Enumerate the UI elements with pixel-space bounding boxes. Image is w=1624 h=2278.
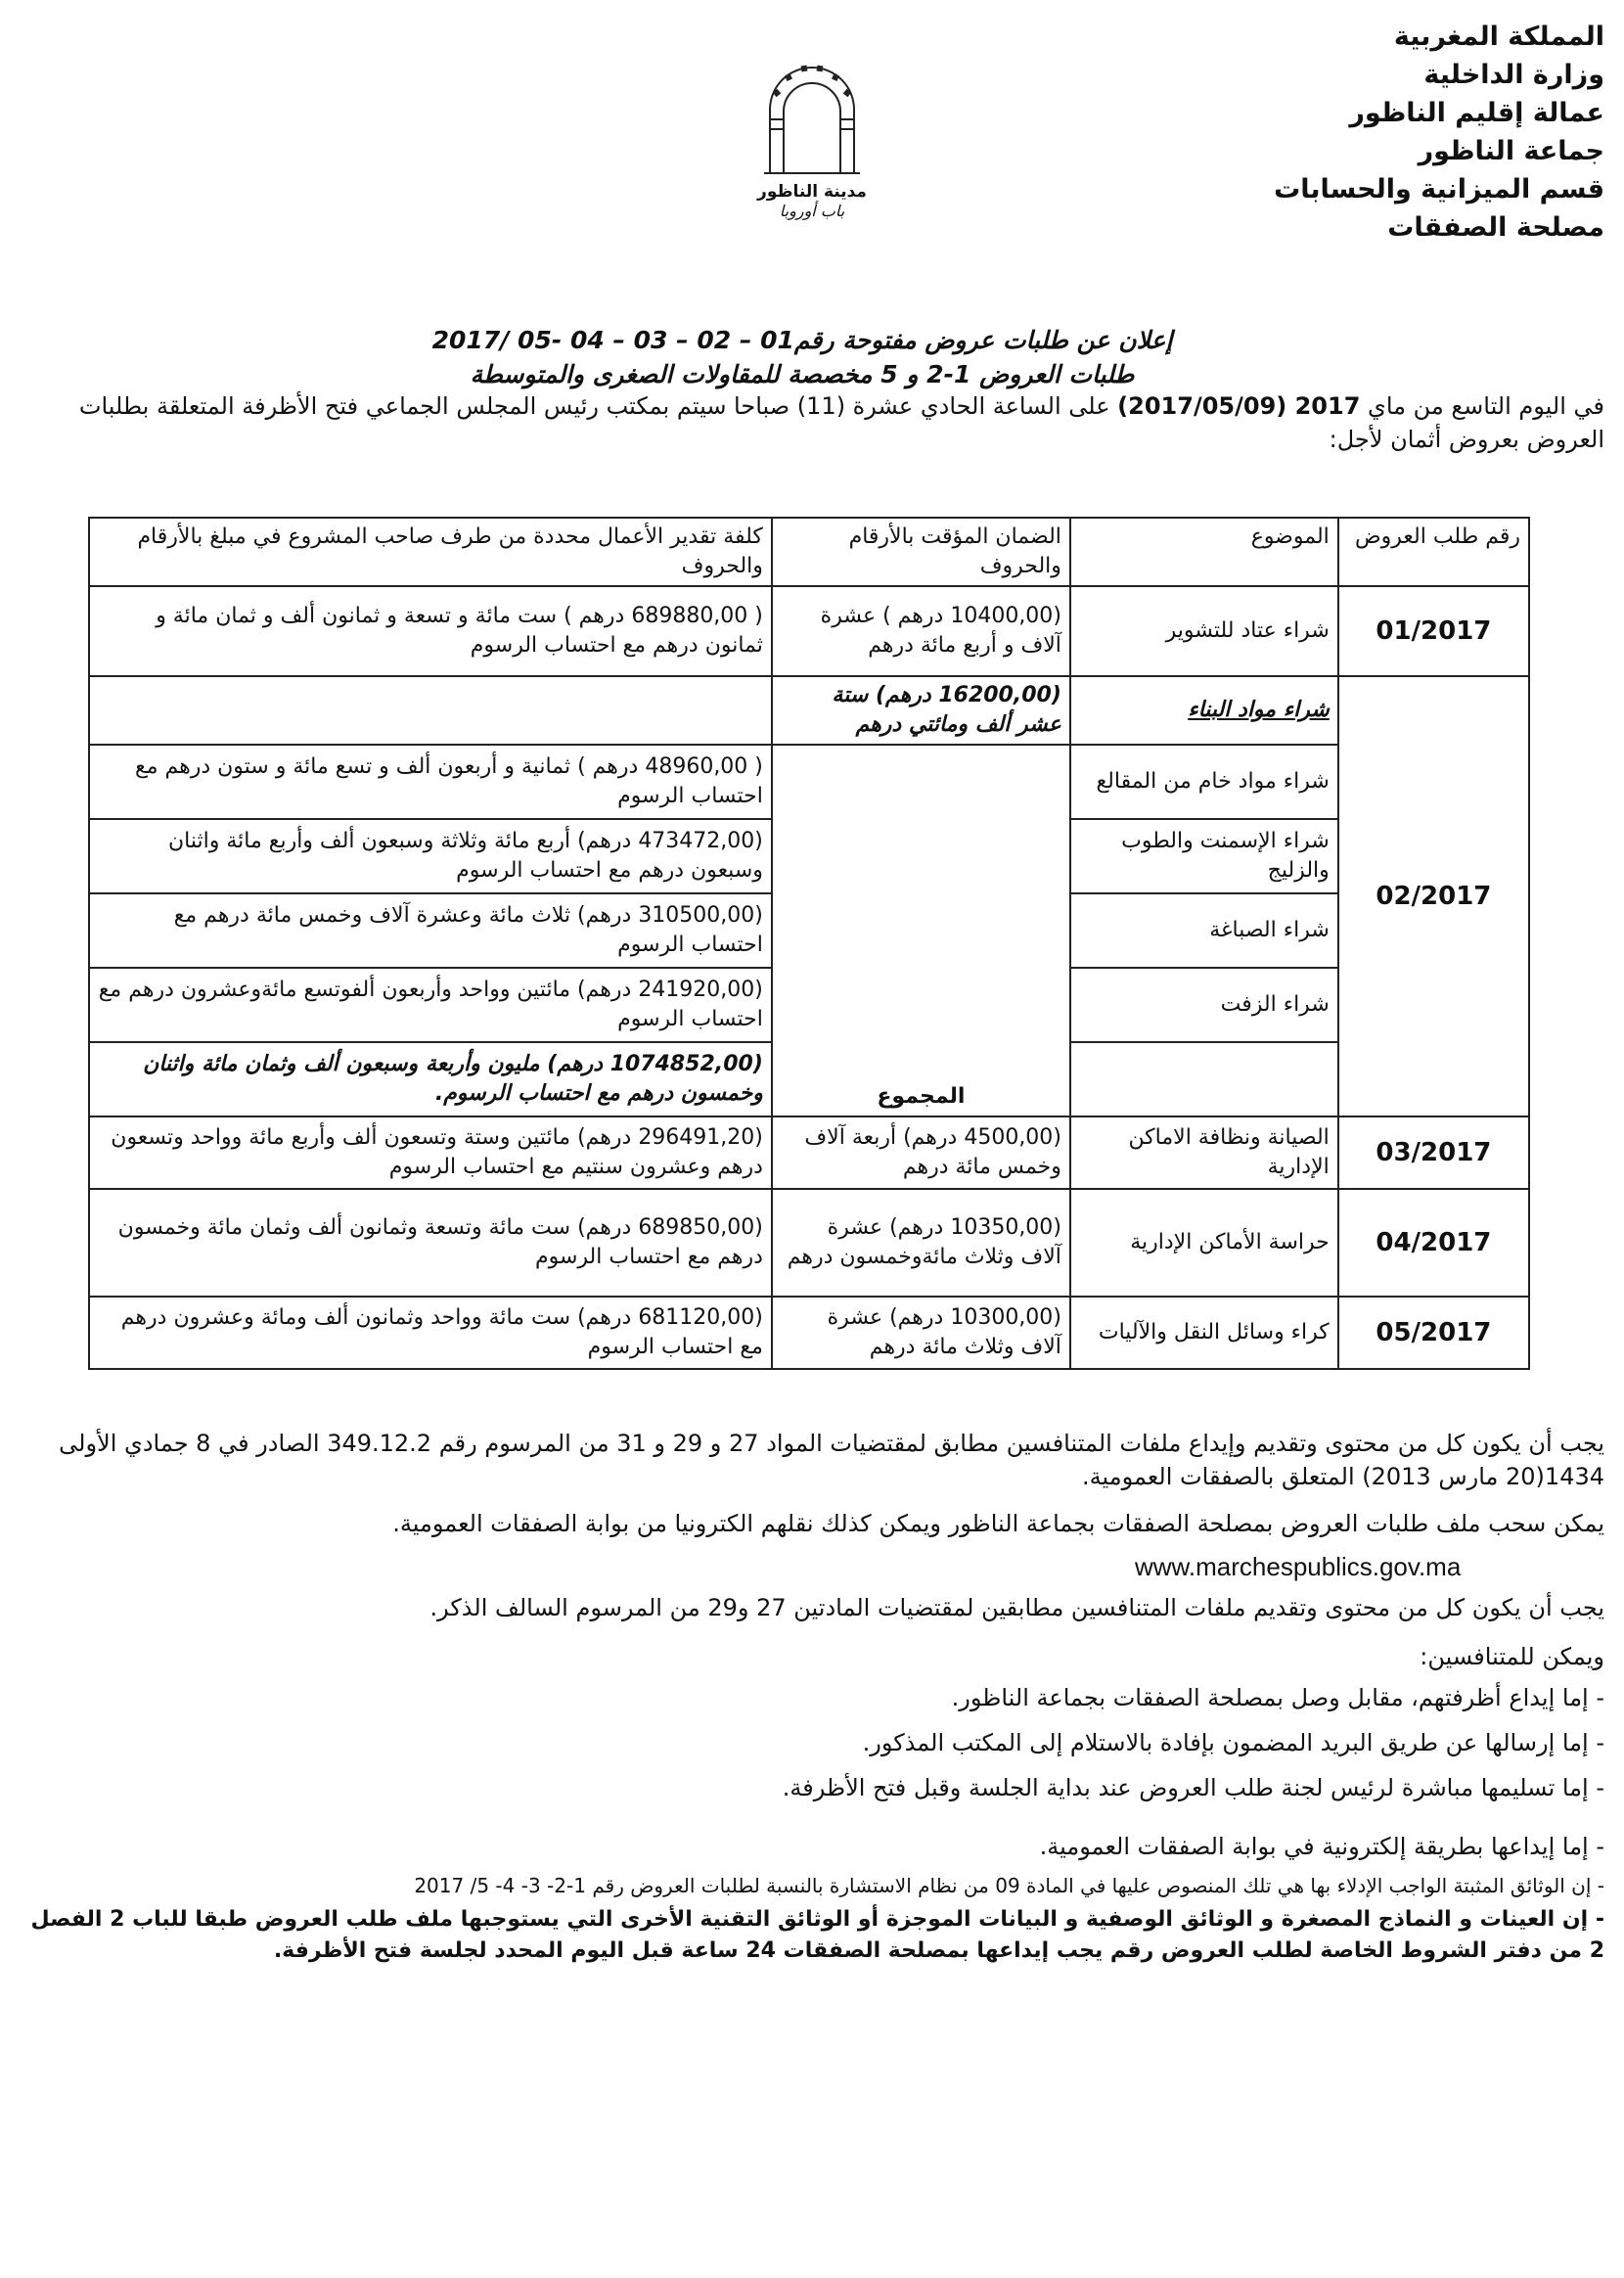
header-subject: الموضوع [1070, 518, 1338, 586]
paragraph-requirements: يجب أن يكون كل من محتوى وتقديم وإيداع ملفات المتنافسين مطابق لمقتضيات المواد 27 و 29 و 31 من المرسوم رقم 349.12.2 الصادر في 8 جمادي الأولى 1434(20 مارس 2013) المتعلق بالصفقات العمومية. [59, 1430, 1604, 1490]
list-item: - إما إرسالها عن طريق البريد المضمون بإفادة بالاستلام إلى المكتب المذكور. [862, 1729, 1604, 1756]
header-number: رقم طلب العروض [1338, 518, 1529, 586]
table-row [89, 676, 1529, 745]
total-label [772, 745, 1070, 1116]
table-row [89, 1297, 1529, 1369]
intro-text-before: في اليوم التاسع من ماي [1368, 392, 1604, 420]
paragraph-content-rules: يجب أن يكون كل من محتوى وتقديم ملفات المتنافسين مطابقين لمقتضيات المادتين 27 و29 من المرسوم السالف الذكر. [429, 1594, 1604, 1621]
intro-paragraph [20, 389, 1604, 456]
tenders-table [88, 517, 1530, 1370]
lot-number: 04/2017 [1338, 1189, 1529, 1297]
lot-cost: (296491,20 درهم) مائتين وستة وتسعون ألف وأربع مائة وواحد وتسعون درهم وعشرون سنتيم مع احتساب الرسوم [89, 1116, 772, 1189]
list-item: - إما إيداع أظرفتهم، مقابل وصل بمصلحة الصفقات بجماعة الناظور. [951, 1684, 1604, 1711]
announcement-title [196, 323, 1409, 391]
logo-subtitle: باب أوروبا [779, 202, 845, 220]
submission-options-list [39, 1675, 1604, 1869]
note-supporting-documents: - إن الوثائق المثبتة الواجب الإدلاء بها هي تلك المنصوص عليها في المادة 09 من نظام الاستشارة بالنسبة لطلبات العروض رقم 1-2- 3- 4- 5/ 2017 [414, 1874, 1604, 1897]
header-line: وزارة الداخلية [1423, 60, 1604, 90]
paragraph-options-intro: ويمكن للمتنافسين: [1420, 1643, 1604, 1670]
lot-guarantee: (10350,00 درهم) عشرة آلاف وثلاث مائةوخمسون درهم [772, 1189, 1070, 1297]
lot-guarantee: (16200,00 درهم) ستة عشر ألف ومائتي درهم [772, 676, 1070, 745]
item-cost: (241920,00 درهم) مائتين وواحد وأربعون ألفوتسع مائةوعشرون درهم مع احتساب الرسوم [89, 968, 772, 1042]
item-cost: (473472,00 درهم) أربع مائة وثلاثة وسبعون ألف وأربع مائة واثنان وسبعون درهم مع احتساب الرسوم [89, 819, 772, 893]
header-line: مصلحة الصفقات [1387, 212, 1604, 243]
header-line: قسم الميزانية والحسابات [1274, 174, 1604, 205]
lot-cost-empty [89, 676, 772, 745]
lot-guarantee: (10400,00 درهم ) عشرة آلاف و أربع مائة درهم [772, 586, 1070, 676]
item-cost: ( 48960,00 درهم ) ثمانية و أربعون ألف و تسع مائة و ستون درهم مع احتساب الرسوم [89, 745, 772, 819]
organization-header [1194, 18, 1604, 247]
title-line-2: طلبات العروض 1-2 و 5 مخصصة للمقاولات الصغرى والمتوسطة [470, 360, 1135, 388]
title-line-1: إعلان عن طلبات عروض مفتوحة رقم01 – 02 – 03 – 04 -05 /2017 [431, 326, 1173, 354]
gate-arch-icon [758, 51, 866, 178]
lot-number: 05/2017 [1338, 1297, 1529, 1369]
lot-subject: حراسة الأماكن الإدارية [1070, 1189, 1338, 1297]
lot-subject: شراء عتاد للتشوير [1070, 586, 1338, 676]
lot-cost: ( 689880,00 درهم ) ست مائة و تسعة و ثمانون ألف و ثمان مائة و ثمانون درهم مع احتساب الرسوم [89, 586, 772, 676]
lot-number: 03/2017 [1338, 1116, 1529, 1189]
lot-cost: (681120,00 درهم) ست مائة وواحد وثمانون ألف ومائة وعشرون درهم مع احتساب الرسوم [89, 1297, 772, 1369]
lot-number: 01/2017 [1338, 586, 1529, 676]
lot-cost: (689850,00 درهم) ست مائة وتسعة وثمانون ألف وثمان مائة وخمسون درهم مع احتساب الرسوم [89, 1189, 772, 1297]
total-cost: (1074852,00 درهم) مليون وأربعة وسبعون ألف وثمان مائة واثنان وخمسون درهم مع احتساب الرسوم. [89, 1042, 772, 1116]
logo-city-name: مدينة الناظور [757, 182, 867, 202]
lot-guarantee: (10300,00 درهم) عشرة آلاف وثلاث مائة درهم [772, 1297, 1070, 1369]
item-cost: (310500,00 درهم) ثلاث مائة وعشرة آلاف وخمس مائة درهم مع احتساب الرسوم [89, 893, 772, 968]
lot-number: 02/2017 [1338, 676, 1529, 1116]
list-item: - إما تسليمها مباشرة لرئيس لجنة طلب العروض عند بداية الجلسة وقبل فتح الأظرفة. [782, 1774, 1604, 1801]
table-header-row [89, 518, 1529, 586]
lot-guarantee: (4500,00 درهم) أربعة آلاف وخمس مائة درهم [772, 1116, 1070, 1189]
header-line: المملكة المغربية [1393, 22, 1604, 52]
intro-text-after: على الساعة الحادي عشرة (11) صباحا سيتم بمكتب رئيس المجلس الجماعي فتح الأظرفة المتعلقة بطلبات العروض بعروض أثمان لأجل: [78, 392, 1604, 453]
city-logo [714, 51, 910, 220]
header-guarantee: الضمان المؤقت بالأرقام والحروف [772, 518, 1070, 586]
lot-subject: كراء وسائل النقل والآليات [1070, 1297, 1338, 1369]
header-line: عمالة إقليم الناظور [1349, 98, 1604, 128]
item-subject: شراء الصباغة [1070, 893, 1338, 968]
table-row [89, 1189, 1529, 1297]
table-row [89, 586, 1529, 676]
total-label-text: المجموع [877, 1084, 966, 1109]
lot-subject: الصيانة ونظافة الاماكن الإدارية [1070, 1116, 1338, 1189]
item-subject: شراء الزفت [1070, 968, 1338, 1042]
note-samples: - إن العينات و النماذج المصغرة و الوثائق الوصفية و البيانات الموجزة أو الوثائق التقنية الأخرى التي يستوجبها ملف طلب العروض طبقا للباب 2 الفصل 2 من دفتر الشروط الخاصة لطلب العروض رقم يجب إيداعها بمصلحة الصفقات 24 ساعة قبل اليوم المحدد لجلسة فتح الأظرفة. [30, 1907, 1604, 1963]
header-line: جماعة الناظور [1418, 136, 1604, 166]
tender-portal-url[interactable]: www.marchespublics.gov.ma [1135, 1552, 1462, 1581]
total-subject-empty [1070, 1042, 1338, 1116]
header-cost: كلفة تقدير الأعمال محددة من طرف صاحب المشروع في مبلغ بالأرقام والحروف [89, 518, 772, 586]
table-row [89, 1116, 1529, 1189]
item-subject: شراء الإسمنت والطوب والزليج [1070, 819, 1338, 893]
list-item: - إما إيداعها بطريقة إلكترونية في بوابة الصفقات العمومية. [1039, 1833, 1604, 1860]
lot-subject: شراء مواد البناء [1070, 676, 1338, 745]
table-row [89, 745, 1529, 819]
intro-date: 2017 (2017/05/09) [1117, 392, 1361, 420]
item-subject: شراء مواد خام من المقالع [1070, 745, 1338, 819]
paragraph-download: يمكن سحب ملف طلبات العروض بمصلحة الصفقات بجماعة الناظور ويمكن كذلك نقلهم الكترونيا من بوابة الصفقات العمومية. [392, 1510, 1604, 1537]
